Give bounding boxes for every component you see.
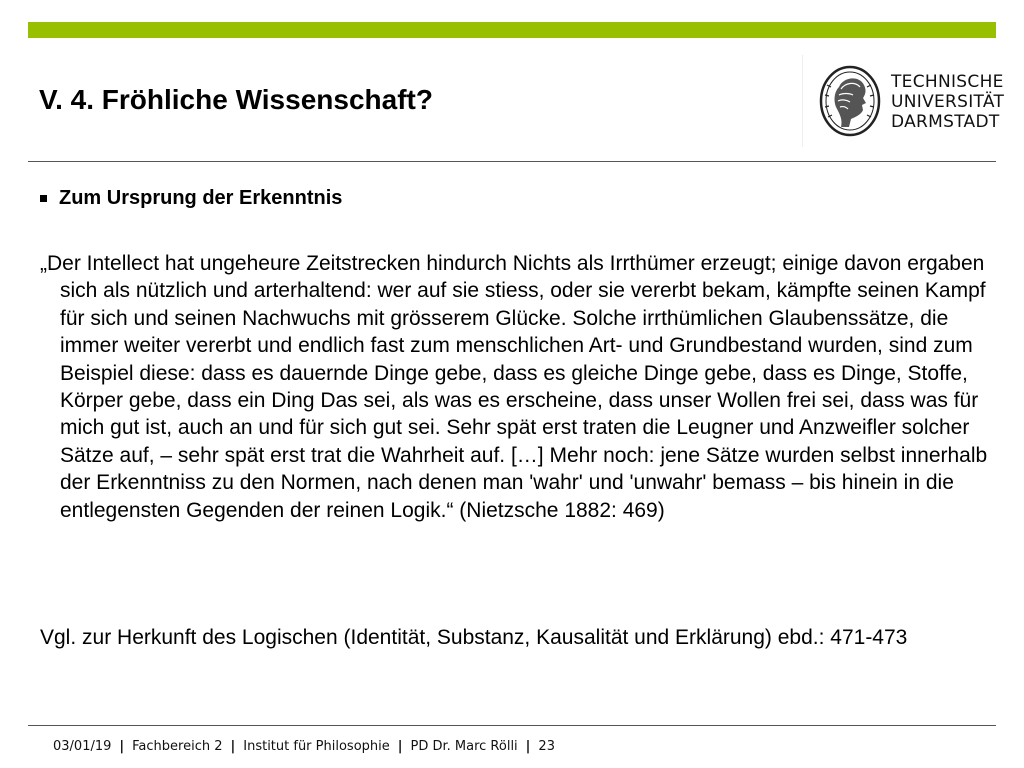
logo-line-1: TECHNISCHE — [891, 72, 1004, 92]
footer — [53, 738, 555, 756]
accent-bar — [28, 22, 996, 38]
footer-separator: | — [119, 739, 125, 754]
reference-note: Vgl. zur Herkunft des Logischen (Identität, Substanz, Kausalität und Erklärung) ebd.: 471-473 — [40, 626, 908, 649]
section-heading — [40, 186, 342, 210]
footer-separator: | — [525, 739, 531, 754]
nietzsche-quote: „Der Intellect hat ungeheure Zeitstrecken hindurch Nichts als Irrthümer erzeugt; einige davon ergaben sich als nützlich und arterhaltend: wer auf sie stiess, oder sie vererbt bekam, kämpfte seinen Kampf für sich und seinen Nachwuchs mit grösserem Glücke. Solche irrthümlichen Glaubenssätze, die immer weiter vererbt und endlich fast zum menschlichen Art- und Grundbestand wurden, sind zum Beispiel diese: dass es dauernde Dinge gebe, dass es gleiche Dinge gebe, dass es Dinge, Stoffe, Körper gebe, dass ein Ding Das sei, als was es erscheine, dass unser Wollen frei sei, dass was für mich gut ist, auch an und für sich gut sei. Sehr spät erst traten die Leugner und Anzweifler solcher Sätze auf, – sehr spät erst trat die Wahrheit auf. […] Mehr noch: jene Sätze wurden selbst innerhalb der Erkenntniss zu den Normen, nach denen man 'wahr' und 'unwahr' bemass – bis hinein in die entlegensten Gegenden der reinen Logik.“ (Nietzsche 1882: 469) — [40, 252, 988, 522]
footer-separator: | — [397, 739, 403, 754]
footer-author: PD Dr. Marc Rölli — [410, 739, 518, 754]
university-wordmark — [891, 72, 1004, 132]
footer-institute: Institut für Philosophie — [243, 739, 390, 754]
footer-date: 03/01/19 — [53, 739, 112, 754]
logo-line-2: UNIVERSITÄT — [891, 92, 1005, 112]
section-heading-text: Zum Ursprung der Erkenntnis — [59, 187, 343, 209]
footer-department: Fachbereich 2 — [132, 739, 223, 754]
athena-seal-icon — [819, 65, 881, 137]
footer-page-number: 23 — [538, 739, 555, 754]
header-divider — [28, 161, 996, 162]
slide-title: V. 4. Fröhliche Wissenschaft? — [39, 84, 433, 115]
university-logo — [803, 55, 1005, 147]
footer-divider — [28, 725, 996, 726]
logo-line-3: DARMSTADT — [891, 112, 1000, 132]
footer-separator: | — [230, 739, 236, 754]
bullet-square-icon — [40, 195, 47, 202]
